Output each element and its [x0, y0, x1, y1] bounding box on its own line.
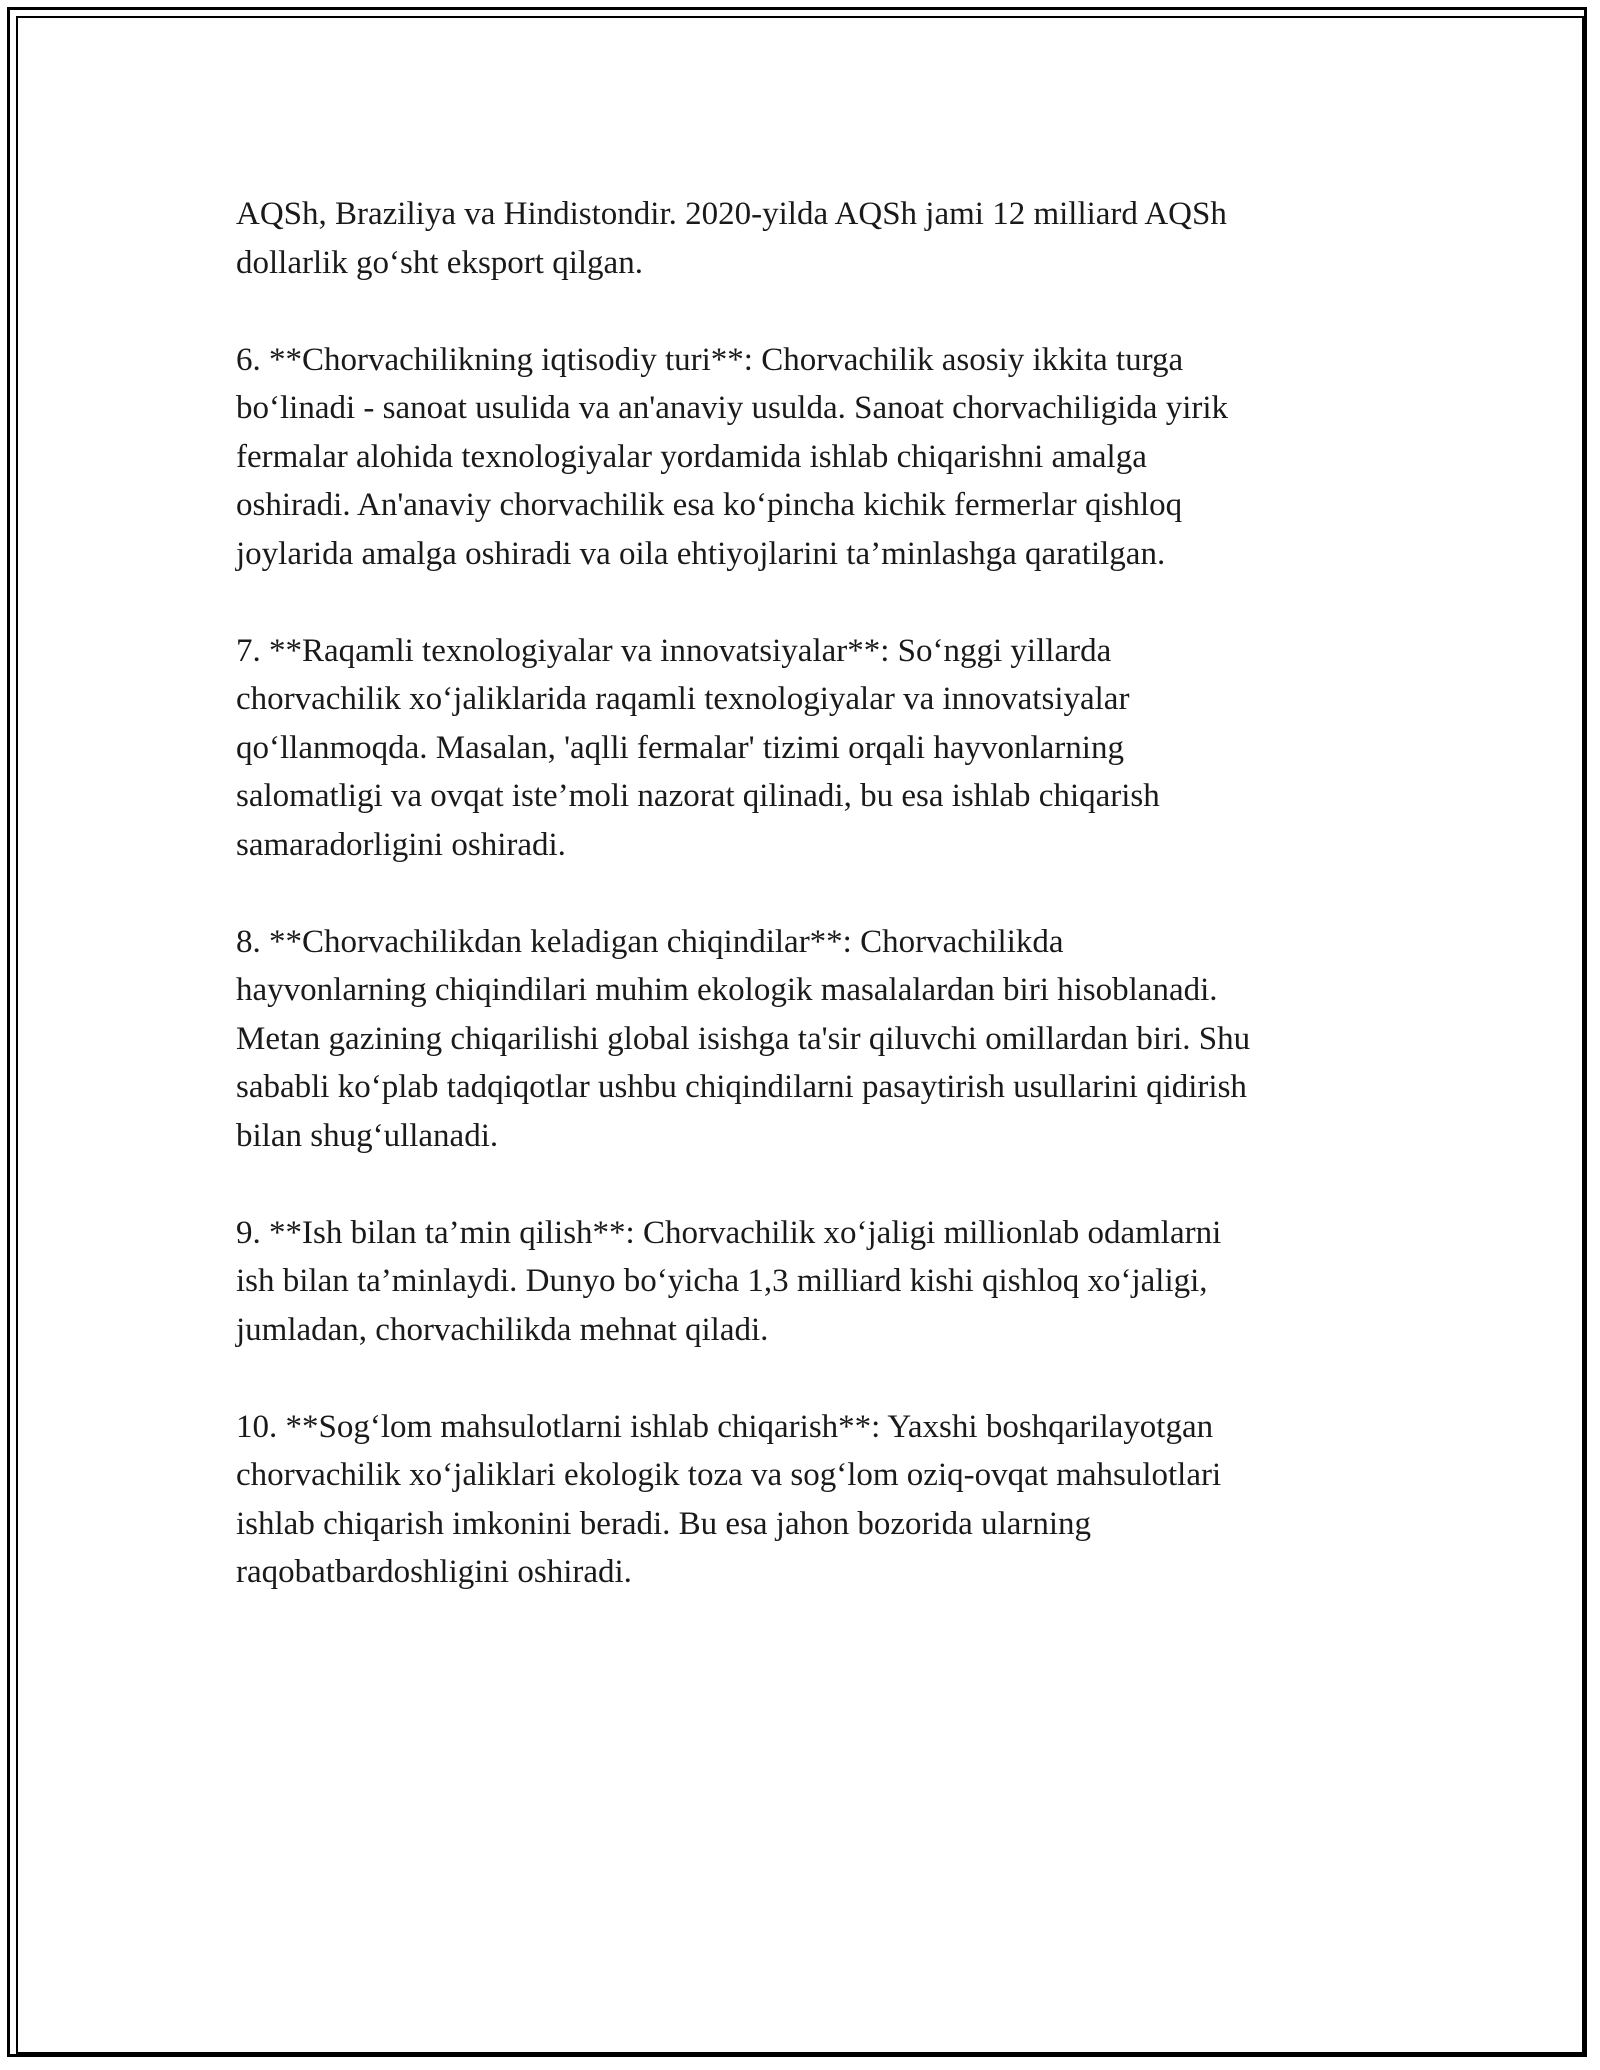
document-body [236, 190, 1376, 1645]
paragraph-item-7: 7. **Raqamli texnologiyalar va innovatsiyalar**: So‘nggi yillarda chorvachilik xo‘jaliklarida raqamli texnologiyalar va innovatsiyalar qo‘llanmoqda. Masalan, 'aqlli fermalar' tizimi orqali hayvonlarning salomatligi va ovqat iste’moli nazorat qilinadi, bu esa ishlab chiqarish samaradorligini oshiradi. [236, 632, 1160, 863]
paragraph-item-9: 9. **Ish bilan ta’min qilish**: Chorvachilik xo‘jaligi millionlab odamlarni ish bilan ta’minlaydi. Dunyo bo‘yicha 1,3 milliard kishi qishloq xo‘jaligi, jumladan, chorvachilikda mehnat qiladi. [236, 1214, 1222, 1348]
paragraph-item-8: 8. **Chorvachilikdan keladigan chiqindilar**: Chorvachilikda hayvonlarning chiqindilari muhim ekologik masalalardan biri hisoblanadi. Metan gazining chiqarilishi global isishga ta'sir qiluvchi omillardan biri. Shu sababli ko‘plab tadqiqotlar ushbu chiqindilarni pasaytirish usullarini qidirish bilan shug‘ullanadi. [236, 923, 1251, 1154]
paragraph-continuation: AQSh, Braziliya va Hindistondir. 2020-yilda AQSh jami 12 milliard AQSh dollarlik go‘sht eksport qilgan. [236, 196, 1227, 281]
paragraph-item-6: 6. **Chorvachilikning iqtisodiy turi**: Chorvachilik asosiy ikkita turga bo‘linadi - sanoat usulida va an'anaviy usulda. Sanoat chorvachiligida yirik fermalar alohida texnologiyalar yordamida ishlab chiqarishni amalga oshiradi. An'anaviy chorvachilik esa ko‘pincha kichik fermerlar qishloq joylarida amalga oshiradi va oila ehtiyojlarini ta’minlashga qaratilgan. [236, 341, 1229, 572]
paragraph-item-10: 10. **Sog‘lom mahsulotlarni ishlab chiqarish**: Yaxshi boshqarilayotgan chorvachilik xo‘jaliklari ekologik toza va sog‘lom oziq-ovqat mahsulotlari ishlab chiqarish imkonini beradi. Bu esa jahon bozorida ularning raqobatbardoshligini oshiradi. [236, 1408, 1222, 1590]
